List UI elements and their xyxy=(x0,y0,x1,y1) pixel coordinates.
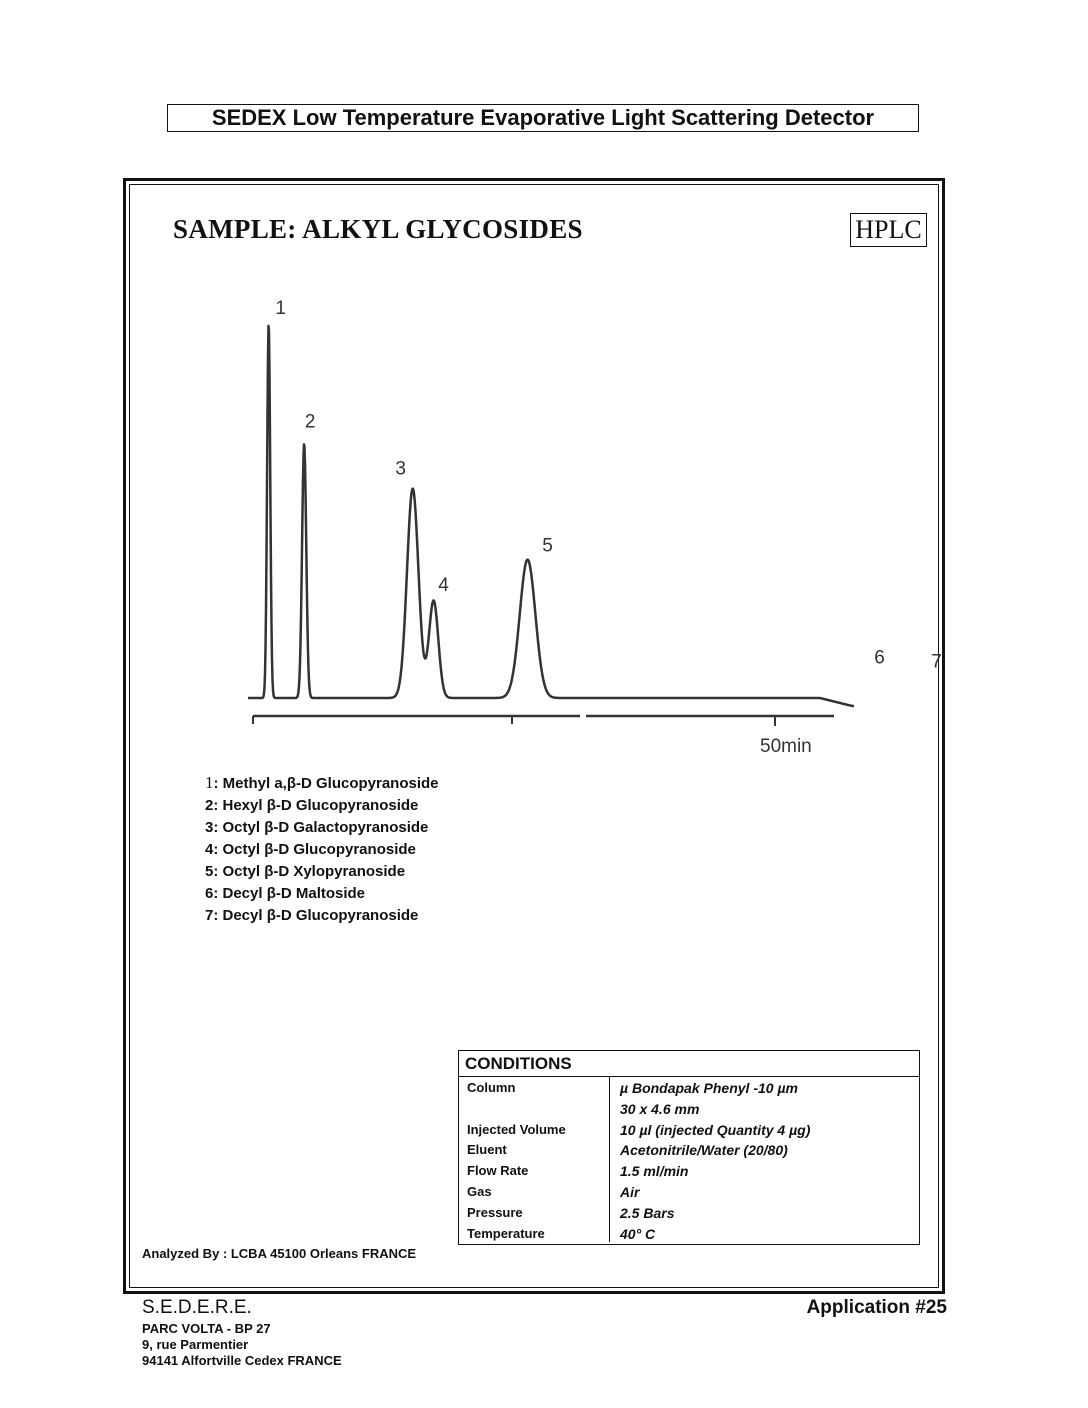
table-divider xyxy=(609,1077,610,1242)
application-number: Application #25 xyxy=(806,1297,947,1318)
condition-value: 2.5 Bars xyxy=(620,1204,675,1221)
address-line: 9, rue Parmentier xyxy=(142,1337,249,1352)
legend-item: 3: Octyl β-D Galactopyranoside xyxy=(205,819,429,836)
legend-item: 6: Decyl β-D Maltoside xyxy=(205,885,366,902)
peak-label: 6 xyxy=(874,647,885,669)
condition-label: Eluent xyxy=(467,1142,507,1158)
document-title: SEDEX Low Temperature Evaporative Light Scattering Detector xyxy=(167,104,919,132)
peak-label: 1 xyxy=(275,298,286,319)
condition-label: Pressure xyxy=(467,1204,523,1220)
legend-item: 5: Octyl β-D Xylopyranoside xyxy=(205,863,406,880)
legend-item: 7: Decyl β-D Glucopyranoside xyxy=(205,907,419,924)
peak-label: 2 xyxy=(304,411,316,433)
company-name: S.E.D.E.R.E. xyxy=(142,1297,252,1318)
condition-values xyxy=(620,1078,810,1244)
condition-labels xyxy=(467,1078,566,1244)
company-address xyxy=(142,1321,342,1369)
peak-label: 7 xyxy=(931,651,942,673)
address-line: PARC VOLTA - BP 27 xyxy=(142,1321,271,1336)
compound-legend xyxy=(205,772,439,927)
address-line: 94141 Alfortville Cedex FRANCE xyxy=(142,1353,342,1368)
condition-label: Column xyxy=(467,1080,516,1095)
peak-label: 4 xyxy=(438,574,449,596)
chromatogram-trace xyxy=(248,326,854,706)
condition-label xyxy=(467,1099,566,1120)
condition-value: 30 x 4.6 mm xyxy=(620,1100,700,1117)
condition-value: 40° C xyxy=(620,1225,656,1242)
peak-label: 5 xyxy=(542,535,553,557)
peak-label: 3 xyxy=(395,458,406,480)
condition-label: Temperature xyxy=(467,1225,545,1241)
condition-value: 1.5 ml/min xyxy=(620,1163,689,1180)
condition-label: Injected Volume xyxy=(467,1121,566,1137)
condition-value: Acetonitrile/Water (20/80) xyxy=(620,1142,788,1159)
conditions-title: CONDITIONS xyxy=(459,1051,919,1077)
condition-label: Flow Rate xyxy=(467,1163,529,1179)
legend-item: 4: Octyl β-D Glucopyranoside xyxy=(205,841,416,858)
legend-item: 2: Hexyl β-D Glucopyranoside xyxy=(205,797,419,814)
sample-title: SAMPLE: ALKYL GLYCOSIDES xyxy=(173,214,583,244)
condition-value: 10 µl (injected Quantity 4 µg) xyxy=(620,1121,811,1138)
axis-tick-label: 50min xyxy=(760,736,812,757)
legend-item: 1: Methyl a,β-D Glucopyranoside xyxy=(205,773,439,792)
peak-labels xyxy=(275,298,941,672)
conditions-table xyxy=(458,1050,920,1245)
analyzed-by: Analyzed By : LCBA 45100 Orleans FRANCE xyxy=(142,1246,417,1261)
condition-value: Air xyxy=(620,1183,640,1200)
time-axis xyxy=(253,716,834,757)
condition-value: µ Bondapak Phenyl -10 µm xyxy=(620,1080,798,1096)
condition-label: Gas xyxy=(467,1183,492,1199)
hplc-badge: HPLC xyxy=(850,213,927,247)
